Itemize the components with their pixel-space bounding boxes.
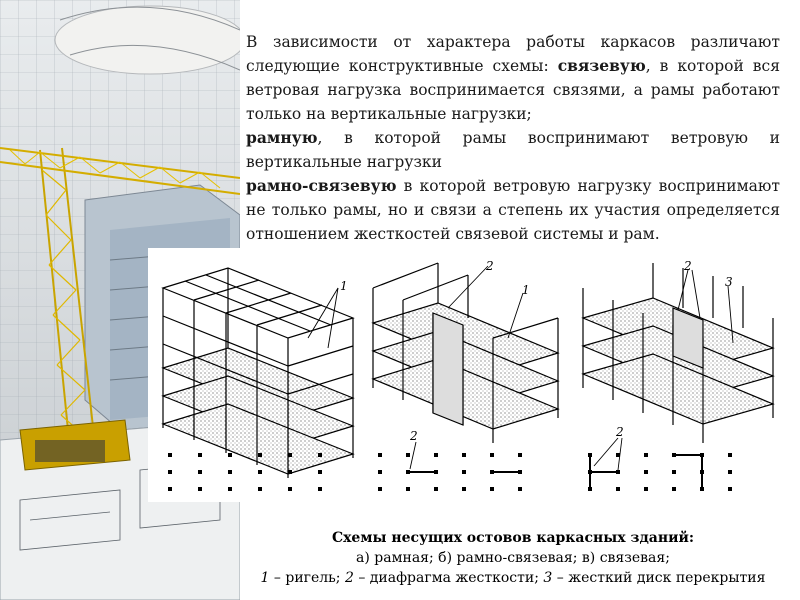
label-b-2: 2 [486, 259, 494, 273]
frame-schemes-drawing [148, 248, 784, 502]
paragraph-1-intro: В зависимости от характера работы каркасов различают следующие конструктивные схемы: [246, 33, 780, 75]
scheme-c-braced [583, 263, 773, 443]
caption-subtitle: а) рамная; б) рамно-связевая; в) связевая; [356, 550, 670, 566]
legend-text-2: – диафрагма жесткости; [353, 570, 544, 586]
paragraph-3-rest: в которой ветровую нагрузку воспринимают не только рамы, но и связи а степень их участия определяется отношением жесткостей связевой системы и рам. [246, 177, 780, 243]
figure-caption [246, 528, 780, 588]
paragraph-braced-scheme [246, 30, 780, 126]
label-c-plan-2: 2 [616, 425, 624, 439]
main-text [246, 30, 780, 246]
label-c-2: 2 [684, 259, 692, 273]
label-a-1: 1 [340, 279, 348, 293]
legend-num-1: 1 [260, 570, 270, 586]
legend-num-3: 3 [543, 570, 553, 586]
paragraph-frame-braced-scheme [246, 174, 780, 246]
label-b-plan-2: 2 [410, 429, 418, 443]
caption-legend [246, 568, 780, 588]
paragraph-frame-scheme [246, 126, 780, 174]
label-c-3: 3 [725, 275, 733, 289]
scheme-a-frame [163, 268, 353, 478]
term-frame-braced: рамно-связевую [246, 176, 397, 195]
label-b-1: 1 [522, 283, 530, 297]
legend-text-1: – ригель; [269, 570, 345, 586]
paragraph-1-rest: , в которой вся ветровая нагрузка воспринимается связями, а рамы работают только на вертикальные нагрузки; [246, 57, 780, 123]
paragraph-2-rest: , в которой рамы воспринимают ветровую и вертикальные нагрузки [246, 129, 780, 171]
legend-num-2: 2 [344, 570, 354, 586]
frame-schemes-figure [148, 248, 784, 502]
term-braced: связевую [557, 56, 646, 75]
term-frame: рамную [246, 128, 318, 147]
legend-text-3: – жесткий диск перекрытия [552, 570, 766, 586]
caption-title: Схемы несущих остовов каркасных зданий: [331, 530, 695, 546]
